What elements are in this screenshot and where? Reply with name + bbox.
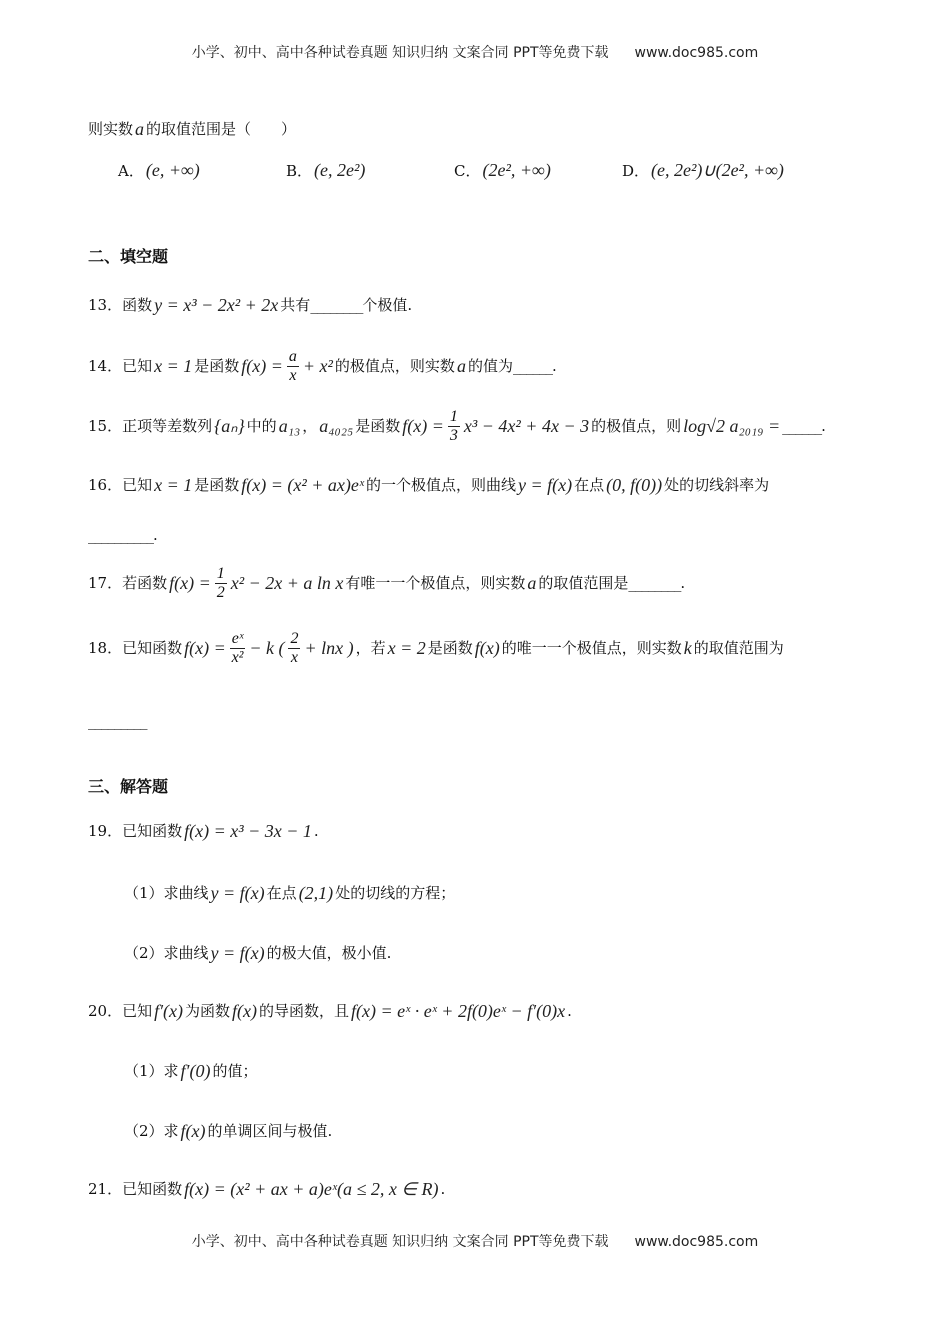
math-expression: a₁₃ bbox=[278, 416, 301, 437]
math-expression: + lnx ) bbox=[304, 638, 354, 659]
question-text: 在点 bbox=[266, 883, 297, 902]
question-text: 是函数 bbox=[194, 475, 240, 494]
question-20-part-1 bbox=[124, 1062, 258, 1080]
header-text: 小学、初中、高中各种试卷真题 知识归纳 文案合同 PPT等免费下载 bbox=[191, 45, 609, 61]
question-text: . bbox=[567, 1001, 572, 1020]
option-value: (e, 2e²)∪(2e², +∞) bbox=[651, 160, 784, 180]
math-expression: a bbox=[527, 573, 537, 594]
question-text: . bbox=[440, 1179, 446, 1198]
math-expression: f′(x) bbox=[154, 1001, 184, 1021]
math-expression: f(x) bbox=[474, 638, 500, 659]
math-expression: y = x³ − 2x² + 2x bbox=[154, 295, 279, 315]
question-text: 是函数 bbox=[194, 356, 240, 375]
question-20 bbox=[88, 1002, 572, 1020]
question-text: （2）求曲线 bbox=[124, 943, 209, 962]
question-text: 个极值. bbox=[362, 295, 413, 314]
question-text: 17．若函数 bbox=[88, 573, 168, 592]
math-expression: f(x) bbox=[180, 1121, 206, 1141]
math-expression: (2,1) bbox=[298, 883, 334, 903]
question-text: 20．已知 bbox=[88, 1001, 153, 1020]
question-14 bbox=[88, 348, 557, 384]
question-text: 的极值点，则实数 bbox=[334, 356, 455, 375]
question-text: 的取值范围是（ ） bbox=[146, 119, 297, 138]
question-text: 的值为 bbox=[467, 356, 513, 375]
question-text: （1）求曲线 bbox=[124, 883, 209, 902]
math-expression: f(x) bbox=[232, 1001, 258, 1021]
fraction bbox=[288, 630, 300, 666]
fraction-denominator: x bbox=[289, 366, 297, 384]
q12-tail bbox=[88, 120, 296, 138]
question-text: 13．函数 bbox=[88, 295, 153, 314]
answer-blank[interactable]: ________ bbox=[628, 573, 681, 592]
math-expression: y = f(x) bbox=[517, 475, 573, 495]
section-answer: 三、解答题 bbox=[88, 777, 169, 796]
question-20-part-2 bbox=[124, 1122, 332, 1140]
math-expression: log√2 a₂₀₁₉ = bbox=[683, 416, 781, 437]
question-text: 14．已知 bbox=[88, 356, 153, 375]
question-19-part-2 bbox=[124, 944, 391, 962]
question-16-blank bbox=[88, 528, 158, 543]
question-text: . bbox=[680, 573, 686, 592]
question-text: . bbox=[551, 356, 557, 375]
page-footer bbox=[0, 1231, 950, 1251]
header-url[interactable]: www.doc985.com bbox=[634, 45, 759, 61]
question-text: 的一个极值点，则曲线 bbox=[365, 475, 516, 494]
fraction-numerator: 2 bbox=[290, 630, 299, 647]
question-13 bbox=[88, 296, 412, 314]
question-text: ， bbox=[302, 416, 318, 435]
math-expression: x² − 2x + a ln x bbox=[230, 573, 344, 594]
question-text: 的取值范围为 bbox=[693, 638, 784, 657]
question-text: 的单调区间与极值. bbox=[207, 1121, 333, 1140]
question-text: 是函数 bbox=[355, 416, 401, 435]
question-text: （1）求 bbox=[124, 1061, 179, 1080]
fraction-numerator: eˣ bbox=[231, 630, 244, 647]
question-text: 的取值范围是 bbox=[538, 573, 629, 592]
math-expression: a bbox=[135, 119, 145, 139]
math-expression: − k ( bbox=[249, 638, 285, 659]
answer-blank[interactable]: _________ bbox=[88, 712, 147, 730]
fraction bbox=[215, 565, 227, 601]
question-text: 有唯一一个极值点，则实数 bbox=[345, 573, 526, 592]
fraction bbox=[287, 348, 299, 384]
math-expression: f(x) = bbox=[402, 416, 444, 437]
math-expression: f(x) = (x² + ax + a)eˣ(a ≤ 2, x ∈ R) bbox=[184, 1179, 439, 1199]
question-text: 中的 bbox=[246, 416, 277, 435]
question-text: 16．已知 bbox=[88, 475, 153, 494]
question-text: 15．正项等差数列 bbox=[88, 416, 213, 435]
answer-blank[interactable]: ________ bbox=[310, 295, 363, 314]
option-label: C． bbox=[454, 162, 481, 180]
question-text: 的极值点，则 bbox=[591, 416, 682, 435]
answer-blank[interactable]: __________ bbox=[88, 526, 153, 544]
question-text: 处的切线斜率为 bbox=[664, 475, 770, 494]
math-expression: y = f(x) bbox=[210, 883, 265, 903]
math-expression: f′(0) bbox=[180, 1061, 211, 1081]
math-expression: f(x) = eˣ · eˣ + 2f(0)eˣ − f′(0)x bbox=[351, 1001, 566, 1021]
fraction-numerator: 1 bbox=[216, 565, 225, 582]
math-expression: + x² bbox=[302, 356, 333, 377]
question-21 bbox=[88, 1180, 445, 1198]
question-18 bbox=[88, 630, 784, 666]
footer-text: 小学、初中、高中各种试卷真题 知识归纳 文案合同 PPT等免费下载 bbox=[191, 1234, 609, 1250]
option-b[interactable] bbox=[286, 160, 367, 181]
question-text: 处的切线的方程； bbox=[335, 883, 456, 902]
question-text: 21．已知函数 bbox=[88, 1179, 183, 1198]
fraction-denominator: x bbox=[290, 648, 299, 666]
question-text: 共有 bbox=[280, 295, 311, 314]
question-text: 的唯一一个极值点，则实数 bbox=[501, 638, 682, 657]
question-text: 的导函数，且 bbox=[259, 1001, 350, 1020]
fraction bbox=[230, 630, 246, 666]
question-19 bbox=[88, 822, 319, 840]
option-d[interactable] bbox=[622, 160, 786, 181]
math-expression: x³ − 4x² + 4x − 3 bbox=[463, 416, 590, 437]
fraction-denominator: 2 bbox=[216, 583, 225, 601]
answer-blank[interactable]: ______ bbox=[782, 416, 822, 435]
question-text: 是函数 bbox=[427, 638, 473, 657]
math-expression: (0, f(0)) bbox=[606, 475, 663, 495]
question-text: 为函数 bbox=[185, 1001, 231, 1020]
question-17 bbox=[88, 565, 685, 601]
question-19-part-1 bbox=[124, 884, 455, 902]
math-expression: x = 1 bbox=[154, 475, 193, 495]
math-expression: x = 2 bbox=[387, 638, 426, 659]
question-text: 19．已知函数 bbox=[88, 821, 183, 840]
math-expression: f(x) = bbox=[169, 573, 211, 594]
question-text: 18．已知函数 bbox=[88, 638, 183, 657]
option-value: (2e², +∞) bbox=[482, 160, 551, 180]
fraction-denominator: 3 bbox=[449, 426, 458, 444]
question-text: 的极大值，极小值. bbox=[266, 943, 392, 962]
question-text: 的值； bbox=[212, 1061, 258, 1080]
answer-blank[interactable]: ______ bbox=[512, 356, 552, 375]
question-16 bbox=[88, 476, 769, 494]
question-text: （2）求 bbox=[124, 1121, 179, 1140]
question-text: . bbox=[313, 821, 319, 840]
question-text: ，若 bbox=[355, 638, 386, 657]
option-label: D． bbox=[622, 162, 650, 180]
math-expression: a₄₀₂₅ bbox=[319, 416, 354, 437]
question-text: . bbox=[821, 416, 826, 435]
math-expression: x = 1 bbox=[154, 356, 193, 377]
footer-url[interactable]: www.doc985.com bbox=[634, 1234, 759, 1250]
math-expression: y = f(x) bbox=[210, 943, 265, 963]
math-expression: f(x) = bbox=[241, 356, 283, 377]
math-expression: f(x) = x³ − 3x − 1 bbox=[184, 821, 312, 841]
option-value: (e, +∞) bbox=[145, 160, 200, 180]
question-text: 则实数 bbox=[88, 119, 134, 138]
option-label: A． bbox=[118, 162, 144, 180]
math-expression: f(x) = (x² + ax)eˣ bbox=[241, 475, 364, 495]
question-15 bbox=[88, 408, 826, 444]
math-expression: a bbox=[456, 356, 466, 377]
question-text: . bbox=[153, 526, 158, 544]
option-a[interactable] bbox=[118, 160, 202, 181]
math-expression: k bbox=[683, 638, 692, 659]
question-text: 在点 bbox=[574, 475, 605, 494]
option-c[interactable] bbox=[454, 160, 553, 181]
question-18-blank bbox=[88, 714, 147, 729]
fraction-numerator: 1 bbox=[449, 408, 458, 425]
fraction bbox=[448, 408, 460, 444]
page-header bbox=[0, 42, 950, 62]
fraction-denominator: x² bbox=[231, 648, 244, 666]
option-label: B． bbox=[286, 162, 313, 180]
section-fill-in: 二、填空题 bbox=[88, 247, 169, 266]
math-expression: f(x) = bbox=[184, 638, 226, 659]
math-expression: {aₙ} bbox=[214, 416, 245, 437]
fraction-numerator: a bbox=[288, 348, 297, 365]
option-value: (e, 2e²) bbox=[314, 160, 366, 180]
